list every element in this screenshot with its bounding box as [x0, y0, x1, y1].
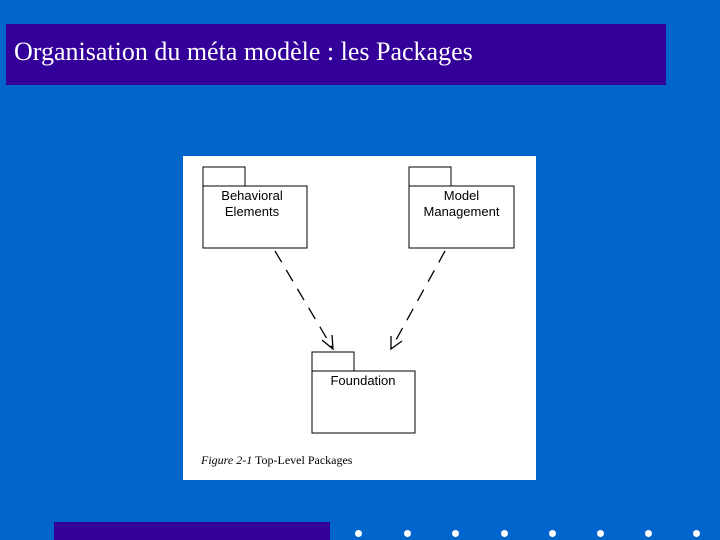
package-foundation — [312, 352, 415, 433]
footer-dot — [452, 530, 459, 537]
dependency-arrow-behavioral-to-foundation — [275, 251, 333, 349]
footer-dot — [501, 530, 508, 537]
footer-dot — [693, 530, 700, 537]
package-diagram-figure — [183, 156, 536, 480]
package-model-line2: Management — [423, 204, 500, 219]
footer-dot — [597, 530, 604, 537]
package-foundation-line1: Foundation — [330, 373, 396, 388]
footer-dot — [355, 530, 362, 537]
figure-caption-number: Figure 2-1 — [201, 453, 253, 467]
package-foundation-label — [323, 373, 403, 389]
footer-dot — [404, 530, 411, 537]
footer-dot — [645, 530, 652, 537]
slide-title-bar — [6, 24, 666, 85]
package-model-label — [409, 188, 514, 220]
footer-bar — [54, 522, 330, 540]
dependency-arrow-model-to-foundation — [391, 251, 445, 349]
figure-caption-text: Top-Level Packages — [255, 453, 353, 467]
package-model-line1: Model — [443, 188, 480, 203]
package-behavioral-line1: Behavioral — [221, 188, 283, 203]
footer-dot — [549, 530, 556, 537]
package-behavioral-label — [203, 188, 301, 220]
package-behavioral-line2: Elements — [224, 204, 280, 219]
figure-caption — [201, 453, 352, 468]
slide-title: Organisation du méta modèle : les Packages — [14, 37, 473, 66]
